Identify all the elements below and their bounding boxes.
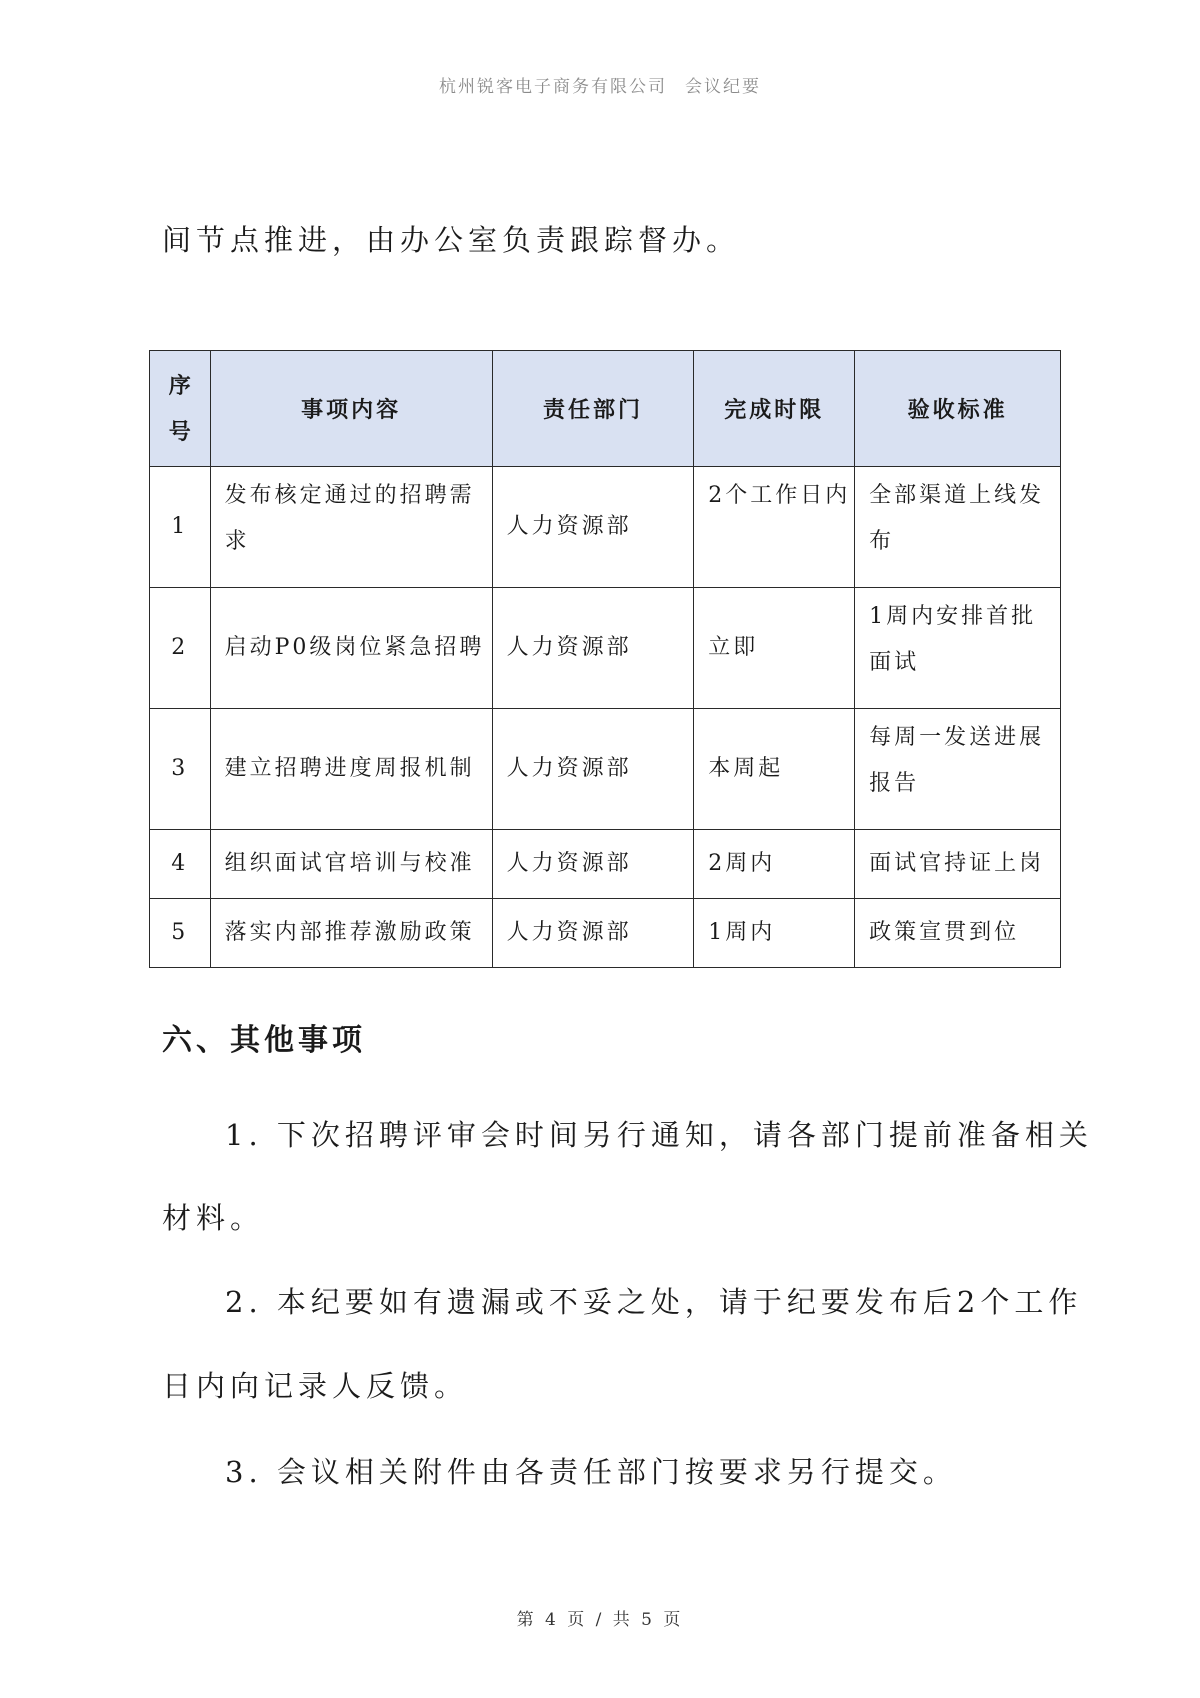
cell-deadline: 2周内 — [694, 830, 855, 899]
cell-deadline: 立即 — [694, 588, 855, 709]
page-header — [0, 72, 1200, 97]
table-row — [150, 709, 1061, 830]
cell-deadline: 2个工作日内 — [694, 467, 855, 588]
cell-dept: 人力资源部 — [492, 588, 694, 709]
task-table — [149, 350, 1061, 968]
doc-type: 会议纪要 — [685, 77, 761, 97]
cell-dept: 人力资源部 — [492, 467, 694, 588]
cell-standard: 每周一发送进展报告 — [855, 709, 1061, 830]
list-item-1-line2: 材料。 — [162, 1201, 265, 1235]
list-item-1-line1: 1. 下次招聘评审会时间另行通知，请各部门提前准备相关 — [225, 1118, 1093, 1152]
header-standard: 验收标准 — [855, 351, 1061, 467]
cell-item: 建立招聘进度周报机制 — [210, 709, 492, 830]
page-footer: 第 4 页 / 共 5 页 — [516, 1610, 684, 1630]
list-item-3: 3. 会议相关附件由各责任部门按要求另行提交。 — [225, 1455, 957, 1489]
cell-deadline: 1周内 — [694, 899, 855, 968]
header-deadline: 完成时限 — [694, 351, 855, 467]
company-name: 杭州锐客电子商务有限公司 — [439, 77, 667, 97]
cell-deadline: 本周起 — [694, 709, 855, 830]
header-dept: 责任部门 — [492, 351, 694, 467]
cell-dept: 人力资源部 — [492, 709, 694, 830]
cell-standard: 全部渠道上线发布 — [855, 467, 1061, 588]
cell-standard: 面试官持证上岗 — [855, 830, 1061, 899]
cell-item: 启动P0级岗位紧急招聘 — [210, 588, 492, 709]
section-title: 六、其他事项 — [162, 1023, 366, 1058]
cell-standard: 1周内安排首批面试 — [855, 588, 1061, 709]
cell-no: 2 — [150, 588, 211, 709]
cell-no: 1 — [150, 467, 211, 588]
cell-dept: 人力资源部 — [492, 899, 694, 968]
cell-no: 5 — [150, 899, 211, 968]
continued-paragraph: 间节点推进，由办公室负责跟踪督办。 — [162, 223, 741, 257]
cell-standard: 政策宣贯到位 — [855, 899, 1061, 968]
table-row — [150, 588, 1061, 709]
cell-no: 3 — [150, 709, 211, 830]
cell-item: 组织面试官培训与校准 — [210, 830, 492, 899]
cell-item: 落实内部推荐激励政策 — [210, 899, 492, 968]
cell-dept: 人力资源部 — [492, 830, 694, 899]
table-row — [150, 467, 1061, 588]
cell-item: 发布核定通过的招聘需求 — [210, 467, 492, 588]
table-row — [150, 899, 1061, 968]
list-item-2-line1: 2. 本纪要如有遗漏或不妥之处，请于纪要发布后2个工作 — [225, 1285, 1083, 1319]
list-item-2-line2: 日内向记录人反馈。 — [162, 1369, 469, 1403]
cell-no: 4 — [150, 830, 211, 899]
table-header-row — [150, 351, 1061, 467]
table-row — [150, 830, 1061, 899]
header-no: 序 号 — [150, 351, 211, 467]
header-item: 事项内容 — [210, 351, 492, 467]
